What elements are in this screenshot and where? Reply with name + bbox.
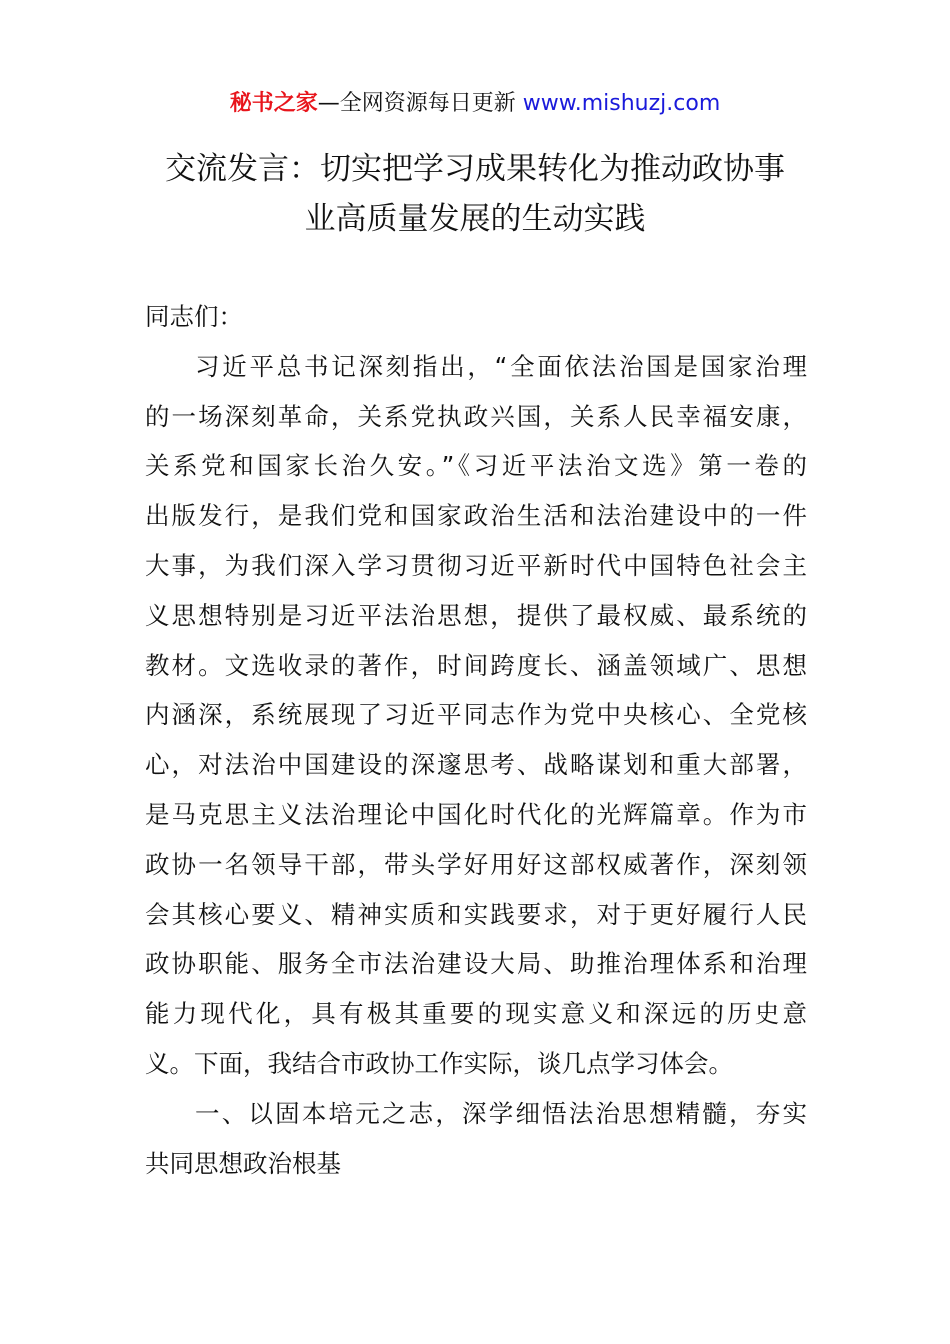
text-line: 能力现代化，具有极其重要的现实意义和深远的历史意 [145, 999, 807, 1029]
site-banner [0, 88, 950, 120]
text-line: 会其核心要义、精神实质和实践要求，对于更好履行人民 [145, 899, 807, 929]
document-body [145, 292, 807, 1188]
paragraph-intro [145, 342, 807, 1089]
text-line: 一、以固本培元之志，深学细悟法治思想精髓，夯实 [195, 1098, 807, 1128]
text-line: 关系党和国家长治久安。”《习近平法治文选》第一卷的 [145, 451, 807, 481]
text-line: 心，对法治中国建设的深邃思考、战略谋划和重大部署， [145, 750, 807, 780]
text-line: 的一场深刻革命，关系党执政兴国，关系人民幸福安康， [145, 401, 807, 431]
text-line: 大事，为我们深入学习贯彻习近平新时代中国特色社会主 [145, 550, 807, 580]
text-line: 义。下面，我结合市政协工作实际，谈几点学习体会。 [145, 1048, 733, 1078]
text-line: 政协职能、服务全市法治建设大局、助推治理体系和治理 [145, 949, 807, 979]
salutation: 同志们： [145, 302, 243, 331]
text-line: 政协一名领导干部，带头学好用好这部权威著作，深刻领 [145, 849, 807, 879]
text-line: 习近平总书记深刻指出，“全面依法治国是国家治理 [195, 351, 807, 381]
document-title [0, 144, 950, 244]
text-line: 共同思想政治根基 [145, 1148, 341, 1178]
title-line: 交流发言：切实把学习成果转化为推动政协事 [165, 151, 785, 187]
text-line: 是马克思主义法治理论中国化时代化的光辉篇章。作为市 [145, 799, 807, 829]
brand-name: 秘书之家 [229, 91, 318, 116]
text-line: 义思想特别是习近平法治思想，提供了最权威、最系统的 [145, 600, 807, 630]
text-line: 教材。文选收录的著作，时间跨度长、涵盖领域广、思想 [145, 650, 807, 680]
title-line: 业高质量发展的生动实践 [304, 201, 646, 237]
text-line: 出版发行，是我们党和国家政治生活和法治建设中的一件 [145, 501, 807, 531]
banner-tagline: —全网资源每日更新 [317, 91, 523, 116]
section-heading-1 [145, 1089, 807, 1189]
text-line: 内涵深，系统展现了习近平同志作为党中央核心、全党核 [145, 700, 807, 730]
site-url-link[interactable]: www.mishuzj.com [522, 91, 721, 116]
